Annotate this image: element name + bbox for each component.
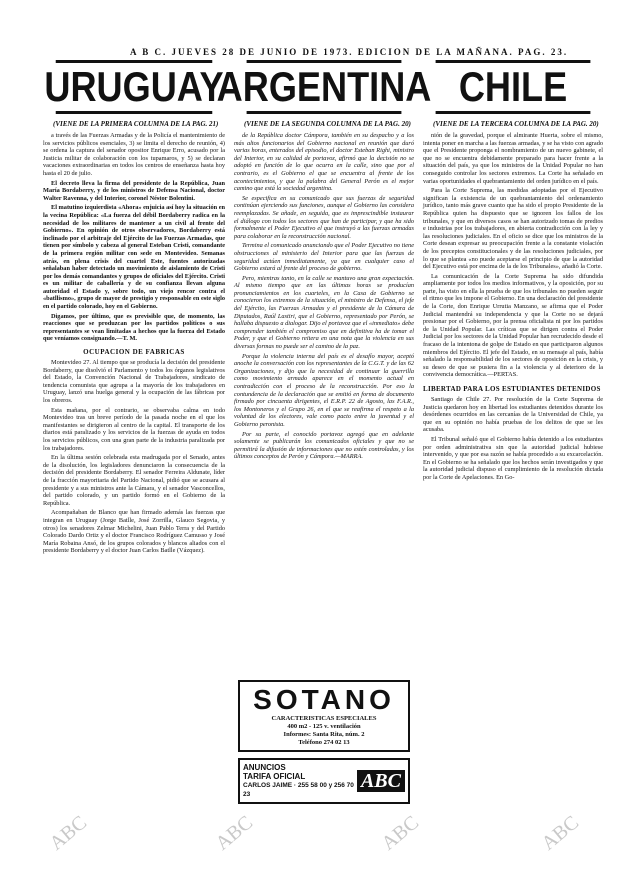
sotano-line: 400 m2 - 125 v. ventilación: [287, 723, 361, 730]
paragraph: El Tribunal señaló que el Gobierno había detenido a los estudiantes por orden administrativa sin que la autoridad judicial hubiese intervenido, y que por esa razón se había procedido a su excarcelación. En el Gobierno se ha señalado que los hechos serán investigados y que la autoridad judicial dispuso el cumplimiento de la resolución dictada por la Corte de Apelaciones. En Go-: [423, 435, 603, 481]
chile-kicker: (VIENE DE LA TERCERA COLUMNA DE LA PAG. 20): [433, 120, 599, 128]
page-header: A B C. JUEVES 28 DE JUNIO DE 1973. EDICION DE LA MAÑANA. PAG. 23.: [130, 47, 569, 57]
uruguay-body-2: [43, 359, 225, 555]
sotano-line: CARACTERISTICAS ESPECIALES: [271, 715, 377, 722]
paragraph: nión de la gravedad, porque el almirante Huerta, sobre el mismo, intenta poner en marcha a las fuerzas armadas, y se ha visto con agrado que el Presidente proponga el nombramiento de un nuevo gabinete, el que no se encuentra debidamente preparado para hacer frente a la situación del país, ya que los ministros de la Unidad Popular no han conseguido controlar los sectores extremos. La Corte ha señalado en varias oportunidades el quebrantamiento del orden jurídico en el país.: [423, 132, 603, 185]
chile-column: [423, 60, 603, 855]
paragraph: Esta mañana, por el contrario, se observaba calma en todo Montevideo tras un breve período de la pasada noche en el que los manifestantes se dirigieron al centro de la capital. El transporte de los diarios está paralizado y los servicios de la fuerzas de ayuda en todos los servicios públicos, con una gran parte de la industria paralizada por los trabajadores.: [43, 406, 225, 452]
sotano-line: Teléfono 274 02 13: [298, 739, 350, 746]
paragraph: Por su parte, el conocido portavoz agregó que en adelante solamente se publicarán los comunicados oficiales y que no se permitirá la difusión de informaciones que no estén controladas, y los últimos conceptos de Perón y Cámpora.—MARRA.: [234, 430, 414, 461]
paragraph: de la República doctor Cámpora, también en su despacho y a los más altos funcionarios del Gobierno nacional en reunión que duró varias horas, enterados del episodio, el doctor Esteban Righi, ministro del Interior, en su calidad de portavoz, afirmó que la decisión no se adoptó en función de lo que ocurra en la calle, sino que por el contrario, es el Gobierno el que se encuentra al frente de los acontecimientos, y que la palabra del General Perón es el mejor camino que está la sociedad argentina.: [234, 132, 414, 193]
paragraph: Digamos, por último, que es previsible que, de momento, las reacciones que se produzcan por los partidos políticos o sus representantes se vean limitadas a hechos que la fuerza del Estado que veníamos consignando.—T. M.: [43, 312, 225, 343]
paragraph: Acompañaban de Blanco que han firmado además las fuerzas que integran en Uruguay (Jorge Batlle, José Zorrilla, Glauco Segovia, y otros) los senadores Zelmar Michelini, Juan Pablo Terra y del Partido Colorado Dardo Ortiz y el doctor Francisco Rodríguez Camusso y José María Robaina Ansó, de los grupos colorados y blancos aliados con el presidente Bordaberry y el doctor Juan Carlos Batlle (Vázquez).: [43, 509, 225, 555]
abc-logo: ABC: [357, 770, 405, 792]
abc-watermark: ABC: [45, 811, 92, 855]
sotano-name: SOTANO: [253, 684, 395, 715]
paragraph: Se especifica en su comunicado que sus fuerzas de seguridad continúan ejerciendo sus funciones, aunque el Gobierno las considera reemplazadas. Se añade, en seguida, que es imprescindible instaurar el diálogo con todos los sectores que han de participar, y que ha sido formalmente el Poder Ejecutivo el que instruyó a las fuerzas armadas para colaborar en la reconstrucción nacional.: [234, 194, 414, 240]
paragraph: La comunicación de la Corte Suprema ha sido difundida ampliamente por todos los medios informativos, y la oposición, por su parte, ha visto en ella la prueba de que los tribunales no pueden seguir el ritmo que les impone el Gobierno. En una declaración del presidente de la Corte, don Enrique Urrutia Manzano, se afirma que el Poder Judicial mantendrá su independencia y que la Corte no se dejará presionar por el Gobierno, por la prensa oficialista ni por los partidos de la Unidad Popular. Las críticas que se dirigen contra el Poder Judicial por los sectores de la Unidad Popular han recrudecido desde el fracaso de la intentona de golpe de Estado en que participaron algunos miembros del Ejército. El jefe del Estado, en su mensaje al país, había señalado la responsabilidad de los sectores de oposición en la crisis, y su deseo de que se pusiera fin a la violencia y al deterioro de la convivencia democrática.—PERTAS.: [423, 272, 603, 379]
chile-subhead: LIBERTAD PARA LOS ESTUDIANTES DETENIDOS: [423, 385, 601, 393]
sotano-line: Informes: Santa Rita, núm. 2: [283, 731, 365, 738]
uruguay-title: URUGUAY: [56, 60, 213, 114]
abc-ad-line: CARLOS JAIME · 255 58 00 y 256 70 23: [243, 782, 354, 798]
uruguay-body: [43, 132, 225, 343]
uruguay-subhead: OCUPACION DE FABRICAS: [83, 348, 185, 357]
paragraph: Montevideo 27. Al tiempo que se producía la decisión del presidente Bordaberry, que disolvió el Parlamento y todos los órganos legislativos del Estado, la Convención Nacional de Trabajadores, sindicato de tendencia comunista que agrupa a la mayoría de los trabajadores en Uruguay, lanzó una huelga general y la ocupación de las fábricas por los obreros.: [43, 359, 225, 404]
paragraph: Para la Corte Suprema, las medidas adoptadas por el Ejecutivo significan la existencia de un quebrantamiento del ordenamiento jurídico, tanto más grave cuanto que ha sido el propio Presidente de la República quien ha dispuesto que se ignoren los fallos de los tribunales, y que en diversos casos se han autorizado tomas de predios e industrias por los trabajadores, en abierta contradicción con la ley y las resoluciones judiciales. En el oficio se dice que los ministros de la Corte desean expresar su preocupación frente a la constante violación de los preceptos constitucionales y de las resoluciones judiciales, por lo que se plantea «no puede aceptarse el principio de que la autoridad del Ejecutivo está por encima de la de los Tribunales», añadió la Corte.: [423, 187, 603, 271]
paragraph: El matutino izquierdista «Ahora» enjuicia así hoy la situación en la vecina República: «La fuerza del débil Bordaberry radica en la necesidad de los militares de mantener a un civil al frente del Gobierno». En opinión de otros observadores, Bordaberry está inclinado por el arbitraje del Ejército de las Fuerzas Armadas, que tienen por símbolo y cabeza al general Esteban Cristi, comandante de la primera región militar con sede en Montevideo. Semanas atrás, en plena crisis del cuartel Este, fuentes autorizadas señalaban haber detectado un movimiento de aislamiento de Cristi por los demás comandantes y grupos de oficiales del Ejército. Cristi es un militar de caballería y de su confianza llevan alguna autoridad el Estado y, sobre todo, un viejo rencor contra el «batllismo», grupo de mayor de prestigio y responsable en este siglo en el partido colorado, hoy en el Gobierno.: [43, 204, 225, 311]
abc-ad-line: ANUNCIOS: [243, 763, 286, 772]
abc-watermark: ABC: [211, 811, 258, 855]
argentina-column: [216, 60, 432, 855]
argentina-kicker: (VIENE DE LA SEGUNDA COLUMNA DE LA PAG. 20): [244, 120, 411, 128]
paragraph: Pero, mientras tanto, en la calle se mantuvo una gran expectación. Al mismo tiempo que en las últimas horas se producían pronunciamientos en los cuarteles, en la Casa de Gobierno se conocieron los extremos de la situación, el ministro de Defensa, el jefe del Ejército, las Fuerzas Armadas y el presidente de la Cámara de Diputados, Raúl Lastiri, que el Gobierno, representado por Perón, se hallaba dispuesto a dialogar. Dijo el portavoz que el «inmediato» debe comprender también el compromiso que en definitiva ha de tomar el Poder, y que el Gobierno reitera en una nota que la violencia en sus diversas formas no puede ser el camino de la paz.: [234, 274, 414, 351]
uruguay-kicker: (VIENE DE LA PRIMERA COLUMNA DE LA PAG. 21): [53, 120, 219, 128]
paragraph: Santiago de Chile 27. Por resolución de la Corte Suprema de Justicia quedaron hoy en libertad los estudiantes detenidos durante los desórdenes ocurridos en las cercanías de la Universidad de Chile, ya que en su opinión no había pruebas de los delitos de que se les acusaba.: [423, 396, 603, 434]
paragraph: El decreto lleva la firma del presidente de la República, Juan María Bordaberry, y de los ministros de Defensa Nacional, doctor Walter Ravenna, y del Interior, coronel Néstor Bolentini.: [43, 179, 225, 202]
chile-title: CHILE: [436, 60, 591, 114]
abc-advertisement: [238, 758, 410, 804]
paragraph: a través de las Fuerzas Armadas y de la Policía el mantenimiento de los servicios públicos esenciales, 3) se limita el derecho de reunión, 4) se ordena la captura del senador opositor Enrique Erro, acusado por la Justicia militar de colaboración con los tupamaros, y 5) se declaran vacaciones extraordinarias en todos los centros de enseñanza hasta hoy hasta el 20 de julio.: [43, 132, 225, 177]
paragraph: Termina el comunicado anunciando que el Poder Ejecutivo no tiene obstrucciones al ministerio del Interior para que las fuerzas de seguridad actúen inmediatamente, ya que en cualquier caso el Gobierno estará al frente del proceso de gobierno.: [234, 242, 414, 273]
paragraph: En la última sesión celebrada esta madrugada por el Senado, antes de la disolución, los legisladores denunciaron la consecuencia de la decisión del presidente Bordaberry. El senador Ferreira Aldunate, líder de la fracción mayoritaria del Partido Nacional, pidió que se acusara al presidente y a sus ministros ante la Cámara, y el senador Vasconcellos, del partido colorado, y un partido formó en el Gobierno de la República.: [43, 454, 225, 507]
argentina-title: ARGENTINA: [247, 60, 402, 114]
sotano-advertisement: [238, 680, 410, 752]
chile-body: [423, 132, 603, 379]
argentina-body: [234, 132, 414, 672]
abc-watermark: ABC: [377, 811, 424, 855]
paragraph: Porque la violencia interna del país es el desafío mayor, aceptó anoche la conversación con los representantes de la C.G.T. y de las 62 Organizaciones, y dijo que la necesidad de continuar la guerrilla como movimiento armado aparece en el momento actual en contradicción con el proceso de la reconstrucción. Por eso la contundencia de la declaración que se emitió en forma de documento firmado por cincuenta dirigentes, el E.R.P. 22 de Agosto, las F.A.R., los Montoneros y el Grupo 26, en el que se reafirma el respeto a la voluntad de los electores, vale como pacto entre la juventud y el Gobierno peronista.: [234, 352, 414, 428]
chile-body-2: [423, 396, 603, 482]
abc-ad-text: [243, 763, 357, 799]
abc-watermark: ABC: [537, 811, 584, 855]
abc-ad-line: TARIFA OFICIAL: [243, 772, 306, 781]
uruguay-column: [43, 60, 225, 855]
